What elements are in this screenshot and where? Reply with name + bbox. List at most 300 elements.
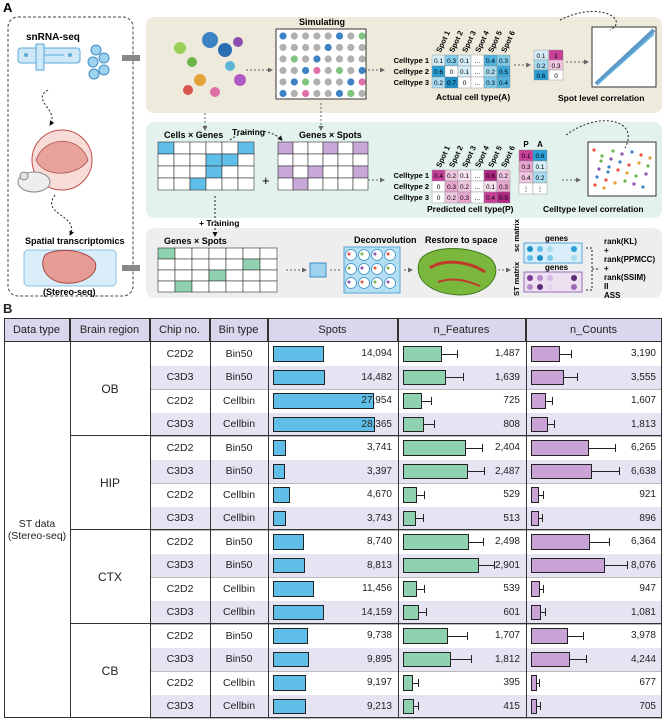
counts-value: 1,081 (630, 606, 656, 618)
bin-cell: Bin50 (225, 559, 253, 572)
genes-spots-label-2: Genes × Spots (164, 236, 227, 246)
corr-dot (616, 168, 619, 171)
counts-value: 896 (639, 512, 656, 524)
pa-value: 0.1 (535, 164, 545, 171)
features-value: 529 (503, 489, 520, 500)
genes-spots-grid-2 (158, 248, 277, 292)
spot-corr-label: Spot level correlation (558, 93, 645, 103)
sim-dot (291, 32, 298, 39)
gene-dot (571, 284, 577, 290)
sim-dot (359, 78, 366, 85)
grid-cell (206, 154, 222, 166)
matrix-value: 0.6 (433, 69, 444, 76)
grid-cell (174, 142, 190, 154)
spot-header: Spot 1 (434, 144, 452, 169)
sim-dot (336, 67, 343, 74)
sim-dot (279, 55, 286, 62)
matrix-value: 0.7 (446, 80, 457, 87)
cells-genes-label: Cells × Genes (164, 130, 224, 140)
chip-cell: C2D2 (166, 488, 194, 501)
deconv-cell (387, 267, 390, 270)
metric-item: ASS (604, 291, 621, 300)
matrix-value: 0.4 (485, 195, 496, 202)
grid-cell (174, 166, 190, 178)
matrix-value: 0.1 (459, 58, 470, 65)
matrix-value: … (474, 195, 481, 202)
grid-cell (293, 178, 308, 190)
small-value: 0.6 (536, 73, 546, 80)
deconv-cell (361, 267, 364, 270)
spot-header: Spot 1 (434, 29, 452, 54)
counts-value: 677 (639, 677, 656, 688)
chip-cell: C2D2 (166, 394, 194, 407)
spot-header: Spot 5 (486, 29, 504, 54)
grid-cell (323, 142, 338, 154)
chip-cell: C2D2 (166, 582, 194, 595)
bin-cell: Cellbin (222, 512, 256, 525)
header-bin: Bin type (210, 318, 268, 342)
cells-genes-grid (158, 142, 254, 190)
table-border (4, 318, 662, 718)
corr-dot (602, 186, 605, 189)
grid-cell (206, 166, 222, 178)
sim-dot (359, 55, 366, 62)
deconv-cell (361, 253, 364, 256)
genes-spots-label: Genes × Spots (299, 130, 362, 140)
header-data_type: Data type (4, 318, 70, 342)
grid-cell (353, 154, 368, 166)
deconv-cell (348, 253, 351, 256)
gene-dot (547, 275, 553, 281)
sim-dot (291, 78, 298, 85)
corr-dot (634, 174, 637, 177)
bin-cell: Cellbin (222, 606, 256, 619)
grid-cell (190, 142, 206, 154)
deconv-cell (348, 281, 351, 284)
grid-cell (293, 154, 308, 166)
spot-header: Spot 6 (499, 144, 517, 169)
sim-dot (279, 44, 286, 51)
counts-value: 6,638 (630, 465, 656, 477)
bin-cell: Cellbin (222, 418, 256, 431)
corr-dot (604, 178, 607, 181)
corr-dot (648, 156, 651, 159)
deconv-spot (346, 250, 357, 261)
chip-cell: C2D2 (166, 347, 194, 360)
grid-cell (158, 259, 175, 270)
counts-value: 3,978 (630, 630, 656, 641)
sim-dot (325, 55, 332, 62)
deconv-spot (346, 264, 357, 275)
grid-cell (243, 270, 260, 281)
spots-value: 9,197 (366, 677, 392, 688)
grid-cell (158, 166, 174, 178)
corr-dot (606, 170, 609, 173)
bin-cell: Cellbin (222, 582, 256, 595)
gene-dot (537, 275, 543, 281)
counts-value: 947 (639, 583, 656, 594)
grid-cell (209, 281, 226, 292)
mouse-icon (18, 172, 50, 192)
sim-dot (313, 44, 320, 51)
grid-cell (238, 154, 254, 166)
sim-dot (279, 67, 286, 74)
grid-cell (308, 178, 323, 190)
sim-dot (359, 44, 366, 51)
features-value: 2,404 (494, 442, 520, 453)
matrix-value: 0 (449, 69, 454, 76)
grid-cell (353, 178, 368, 190)
grid-cell (158, 270, 175, 281)
sim-dot (336, 32, 343, 39)
corr-dot (625, 171, 628, 174)
corr-dot (630, 150, 633, 153)
counts-value: 1,607 (630, 395, 656, 406)
st-matrix-label: ST matrix (512, 261, 521, 296)
matrix-value: 0.3 (459, 195, 470, 202)
sim-dot (291, 90, 298, 97)
sim-dot (325, 67, 332, 74)
spots-value: 14,094 (361, 348, 392, 359)
features-value: 513 (503, 512, 520, 524)
matrix-value: 0.4 (433, 173, 444, 180)
celltype-label: Celltype 3 (393, 193, 429, 202)
region-cell: OB (70, 342, 150, 436)
gene-dot (547, 246, 553, 252)
grid-cell (192, 248, 209, 259)
pa-value: ⋮ (522, 186, 530, 193)
gene-dot (547, 284, 553, 290)
counts-value: 3,190 (630, 348, 656, 359)
grid-cell (338, 178, 353, 190)
spot-header: Spot 3 (460, 144, 478, 169)
chip-cell: C2D2 (166, 676, 194, 689)
gene-dot (527, 246, 533, 252)
bin-cell: Cellbin (222, 394, 256, 407)
corr-dot (599, 159, 602, 162)
sim-dot (302, 55, 309, 62)
grid-cell (206, 142, 222, 154)
panel-a (0, 0, 666, 300)
corr-dot (597, 167, 600, 170)
spot-header: Spot 6 (499, 29, 517, 54)
spots-value: 4,670 (366, 489, 392, 500)
corr-dot (609, 157, 612, 160)
sim-dot (347, 90, 354, 97)
plus-training-label: + Training (199, 218, 240, 228)
spot-icon (310, 263, 326, 277)
grid-cell (226, 259, 243, 270)
deconv-spot (359, 278, 370, 289)
sim-dot (279, 78, 286, 85)
matrix-value: … (474, 80, 481, 87)
metric-item: rank(SSIM) (604, 273, 646, 282)
matrix-value: 0.3 (446, 58, 457, 65)
counts-value: 6,265 (630, 442, 656, 453)
bin-cell: Cellbin (222, 488, 256, 501)
predicted-matrix (394, 170, 510, 203)
pa-value: 0.1 (521, 153, 531, 160)
col-divider (210, 318, 211, 718)
grid-cell (174, 154, 190, 166)
counts-value: 6,364 (630, 536, 656, 547)
simulation-grid (276, 29, 366, 99)
grid-cell (260, 248, 277, 259)
matrix-value: 0.2 (433, 80, 444, 87)
grid-cell (226, 270, 243, 281)
sim-dot (336, 90, 343, 97)
deconv-cell (374, 253, 377, 256)
bin-cell: Bin50 (225, 465, 253, 478)
counts-value: 3,555 (630, 371, 656, 383)
grid-cell (175, 248, 192, 259)
col-divider (150, 318, 151, 718)
grid-cell (293, 142, 308, 154)
celltype-label: Celltype 1 (393, 56, 429, 65)
grid-cell (260, 259, 277, 270)
celltype-label: Celltype 2 (393, 67, 429, 76)
matrix-value: 0.5 (498, 195, 509, 202)
spots-value: 3,397 (366, 465, 392, 477)
chip-cell: C3D3 (166, 653, 194, 666)
corr-dot (637, 161, 640, 164)
grid-cell (192, 270, 209, 281)
deconvolution-label: Deconvolution (354, 235, 417, 245)
bin-cell: Cellbin (222, 700, 256, 713)
deconv-cell (387, 253, 390, 256)
grid-cell (190, 178, 206, 190)
grid-cell (338, 154, 353, 166)
grid-cell (175, 259, 192, 270)
genes-label-1: genes (545, 234, 569, 243)
corr-dot (641, 185, 644, 188)
matrix-value: … (474, 173, 481, 180)
matrix-value: 0.1 (433, 58, 444, 65)
corr-dot (646, 164, 649, 167)
matrix-value: … (474, 58, 481, 65)
celltype-label: Celltype 1 (393, 171, 429, 180)
spots-value: 14,159 (361, 606, 392, 618)
sim-dot (302, 78, 309, 85)
grid-cell (323, 178, 338, 190)
data-table (4, 318, 662, 719)
gene-dot (537, 246, 543, 252)
chip-cell: C2D2 (166, 535, 194, 548)
counts-value: 921 (639, 489, 656, 500)
sim-dot (336, 78, 343, 85)
pa-header: A (537, 140, 543, 149)
actual-caption: Actual cell type(A) (436, 92, 511, 102)
region-cell: CTX (70, 530, 150, 624)
bin-cell: Bin50 (225, 371, 253, 384)
grid-cell (260, 270, 277, 281)
sim-dot (291, 55, 298, 62)
grid-cell (158, 142, 174, 154)
grid-cell (226, 281, 243, 292)
grid-cell (260, 281, 277, 292)
deconv-spot (372, 250, 383, 261)
metric-item: + (604, 264, 609, 273)
metric-item: + (604, 246, 609, 255)
sim-dot (313, 32, 320, 39)
spots-value: 11,456 (362, 583, 392, 594)
sim-dot (347, 32, 354, 39)
sim-dot (325, 32, 332, 39)
sim-dot (291, 67, 298, 74)
corr-dot (593, 183, 596, 186)
features-value: 601 (503, 606, 520, 618)
corr-dot (613, 181, 616, 184)
sim-dot (325, 78, 332, 85)
gene-dot (571, 246, 577, 252)
chip-cell: C3D3 (166, 559, 194, 572)
grid-cell (278, 166, 293, 178)
col-divider (268, 318, 269, 718)
features-value: 1,487 (494, 348, 520, 359)
sim-dot (279, 90, 286, 97)
deconv-cell (361, 281, 364, 284)
sim-dot (302, 32, 309, 39)
celltype-label: Celltype 2 (393, 182, 429, 191)
chip-cell: C2D2 (166, 629, 194, 642)
gene-dot (527, 284, 533, 290)
deconv-spot (346, 278, 357, 289)
features-value: 1,812 (494, 653, 520, 665)
grid-cell (308, 166, 323, 178)
spots-value: 8,813 (366, 559, 392, 571)
counts-value: 705 (639, 700, 656, 712)
matrix-value: 0 (436, 195, 441, 202)
grid-cell (338, 166, 353, 178)
features-value: 2,487 (494, 465, 520, 477)
grid-cell (323, 154, 338, 166)
grid-cell (278, 142, 293, 154)
restore-label: Restore to space (425, 235, 498, 245)
col-divider (70, 318, 71, 718)
panel-a-label: A (3, 0, 13, 15)
grid-cell (353, 142, 368, 154)
deconv-spot (372, 264, 383, 275)
small-value: 1 (554, 53, 558, 60)
pa-value: 0.6 (535, 153, 545, 160)
grid-cell (222, 178, 238, 190)
corr-dot (627, 163, 630, 166)
gene-dot (571, 275, 577, 281)
data-type-cell: ST data (Stereo-seq) (7, 518, 67, 542)
metric-item: rank(KL) (604, 237, 637, 246)
sim-dot (347, 67, 354, 74)
chip-cell: C3D3 (166, 371, 194, 384)
small-value: 0.2 (536, 63, 546, 70)
sim-dot (302, 44, 309, 51)
plus-sign: + (262, 173, 270, 188)
sim-dot (359, 32, 366, 39)
corr-dot (620, 152, 623, 155)
spots-value: 27,954 (361, 395, 392, 406)
grid-cell (206, 178, 222, 190)
grid-cell (174, 178, 190, 190)
gene-dot (571, 255, 577, 261)
grid-cell (323, 166, 338, 178)
deconv-spot (385, 250, 396, 261)
grid-cell (158, 248, 175, 259)
counts-value: 4,244 (630, 653, 656, 665)
sim-dot (291, 44, 298, 51)
grid-cell (190, 154, 206, 166)
grid-cell (209, 248, 226, 259)
spots-value: 9,738 (366, 630, 392, 641)
matrix-value: 0.4 (485, 58, 496, 65)
deconv-cell (387, 281, 390, 284)
grid-cell (158, 178, 174, 190)
grid-cell (192, 259, 209, 270)
grid-cell (209, 270, 226, 281)
grid-cell (222, 154, 238, 166)
features-value: 395 (503, 677, 520, 688)
bin-cell: Bin50 (225, 347, 253, 360)
grid-cell (158, 281, 175, 292)
training-label: Training (232, 127, 266, 137)
grid-cell (308, 154, 323, 166)
gene-dot (527, 255, 533, 261)
matrix-value: 0.4 (498, 80, 509, 87)
genes-label-2: genes (545, 263, 569, 272)
grid-cell (243, 259, 260, 270)
matrix-value: 0 (436, 184, 441, 191)
deconv-spot (359, 250, 370, 261)
spots-value: 8,740 (366, 536, 392, 547)
gene-dot (537, 284, 543, 290)
genes-spots-grid (278, 142, 368, 190)
features-value: 725 (503, 395, 520, 406)
bin-cell: Bin50 (225, 653, 253, 666)
matrix-value: 0.1 (459, 173, 470, 180)
matrix-value: … (474, 69, 481, 76)
grid-cell (353, 166, 368, 178)
chip-cell: C3D3 (166, 465, 194, 478)
sim-dot (325, 44, 332, 51)
sim-dot (313, 67, 320, 74)
features-value: 1,639 (494, 371, 520, 383)
matrix-value: 0.3 (485, 80, 496, 87)
celltype-label: Celltype 3 (393, 78, 429, 87)
grid-cell (278, 178, 293, 190)
sim-dot (313, 55, 320, 62)
spots-value: 9,213 (366, 700, 392, 712)
features-value: 808 (503, 418, 520, 430)
grid-cell (308, 142, 323, 154)
deconv-spot (385, 264, 396, 275)
sim-dot (347, 78, 354, 85)
grid-cell (175, 281, 192, 292)
grid-cell (175, 270, 192, 281)
grid-cell (238, 166, 254, 178)
grid-cell (190, 166, 206, 178)
matrix-value: 0.6 (485, 173, 496, 180)
matrix-value: 0.3 (446, 184, 457, 191)
sim-dot (347, 55, 354, 62)
sim-dot (336, 55, 343, 62)
grid-cell (243, 281, 260, 292)
sim-dot (279, 32, 286, 39)
chip-cell: C3D3 (166, 418, 194, 431)
spot-header: Spot 2 (447, 29, 465, 54)
bin-cell: Bin50 (225, 629, 253, 642)
stereo-label: (Stereo-seq) (43, 287, 96, 297)
sim-dot (359, 90, 366, 97)
metric-item: rank(PPMCC) (604, 255, 656, 264)
matrix-value: 0.1 (485, 184, 496, 191)
